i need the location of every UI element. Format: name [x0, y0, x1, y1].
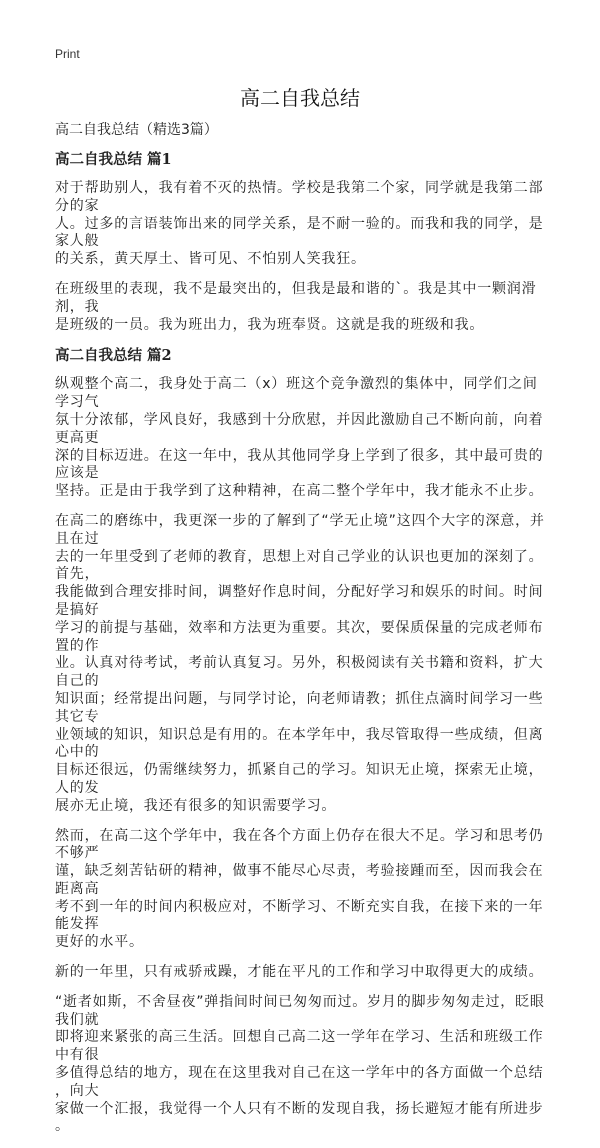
- page-title: 高二自我总结: [240, 86, 360, 110]
- paragraph-line: 展亦无止境，我还有很多的知识需要学习。: [55, 797, 337, 814]
- paragraph-line: 是班级的一员。我为班出力，我为班奉贤。这就是我的班级和我。: [55, 316, 485, 333]
- paragraph-line: 在高二的磨练中，我更深一步的了解到了“学无止境”这四个大字的深意，并且在过: [55, 512, 545, 547]
- paragraph-line: 在班级里的表现，我不是最突出的，但我是最和谐的`。我是其中一颗润滑剂，我: [55, 280, 537, 315]
- paragraph: [55, 281, 545, 334]
- paragraph-line: 深的目标迈进。在这一年中，我从其他同学身上学到了很多，其中最可贵的应该是: [55, 447, 544, 482]
- section-heading: 高二自我总结 篇1: [55, 151, 172, 168]
- paragraph-line: 新的一年里，只有戒骄戒躁，才能在平凡的工作和学习中取得更大的成绩。: [55, 964, 544, 981]
- paragraph: [55, 828, 545, 953]
- paragraph-line: 多值得总结的地方，现在在这里我对自己在这一学年中的各方面做一个总结，向大: [55, 1065, 544, 1099]
- paragraph-line: 的关系，黄天厚土、皆可见、不怕别人笑我狂。: [55, 251, 366, 268]
- paragraph: [55, 994, 545, 1136]
- paragraph-line: 家做一个汇报，我觉得一个人只有不断的发现自我，扬长避短才能有所进步。: [55, 1100, 544, 1135]
- paragraph-line: 对于帮助别人，我有着不灭的热情。学校是我第二个家，同学就是我第二部分的家: [55, 180, 544, 214]
- document-subtitle: 高二自我总结（精选3篇）: [55, 122, 218, 138]
- paragraph-line: 氛十分浓郁，学风良好，我感到十分欣慰，并因此激励自己不断向前，向着更高更: [55, 411, 544, 446]
- paragraph: [55, 513, 545, 816]
- paragraph-line: 业领域的知识，知识总是有用的。在本学年中，我尽管取得一些成绩，但离心中的: [55, 726, 544, 761]
- paragraph-line: 目标还很远，仍需继续努力，抓紧自己的学习。知识无止境，探索无止境，人的发: [55, 762, 544, 796]
- paragraph: [55, 376, 545, 501]
- print-link[interactable]: Print: [55, 47, 80, 61]
- document-body: [55, 120, 545, 1148]
- paragraph-line: 人。过多的言语装饰出来的同学关系，是不耐一验的。而我和我的同学，是家人般: [55, 215, 544, 250]
- paragraph-line: 坚持。正是由于我学到了这种精神，在高二整个学年中，我才能永不止步。: [55, 483, 544, 500]
- paragraph-line: 去的一年里受到了老师的教育，思想上对自己学业的认识也更加的深刻了。首先，: [55, 548, 544, 583]
- paragraph-line: 然而，在高二这个学年中，我在各个方面上仍存在很大不足。学习和思考仍不够严: [55, 827, 544, 862]
- paragraph-line: 考不到一年的时间内积极应对，不断学习、不断充实自我，在接下来的一年能发挥: [55, 898, 544, 933]
- paragraph-line: 即将迎来紧张的高三生活。回想自己高二这一学年在学习、生活和班级工作中有很: [55, 1029, 544, 1064]
- paragraph-line: “逝者如斯，不舍昼夜”弹指间时间已匆匆而过。岁月的脚步匆匆走过，眨眼我们就: [55, 993, 545, 1028]
- paragraph-line: 谨，缺乏刻苦钻研的精神，做事不能尽心尽责，考验接踵而至，因而我会在距离高: [55, 863, 544, 897]
- section-heading: 高二自我总结 篇2: [55, 347, 172, 365]
- paragraph: [55, 180, 545, 269]
- paragraph-line: 业。认真对待考试，考前认真复习。另外，积极阅读有关书籍和资料，扩大自己的: [55, 655, 544, 690]
- paragraph-line: 纵观整个高二，我身处于高二（x）班这个竞争激烈的集体中，同学们之间学习气: [55, 376, 538, 411]
- paragraph-line: 更好的水平。: [55, 934, 144, 951]
- paragraph: [55, 964, 545, 982]
- paragraph-line: 学习的前提与基础，效率和方法更为重要。其次，要保质保量的完成老师布置的作: [55, 619, 544, 654]
- paragraph-line: 我能做到合理安排时间，调整好作息时间，分配好学习和娱乐的时间。时间是搞好: [55, 584, 544, 618]
- paragraph-line: 知识面；经常提出问题，与同学讨论，向老师请教；抓住点滴时间学习一些其它专: [55, 690, 544, 725]
